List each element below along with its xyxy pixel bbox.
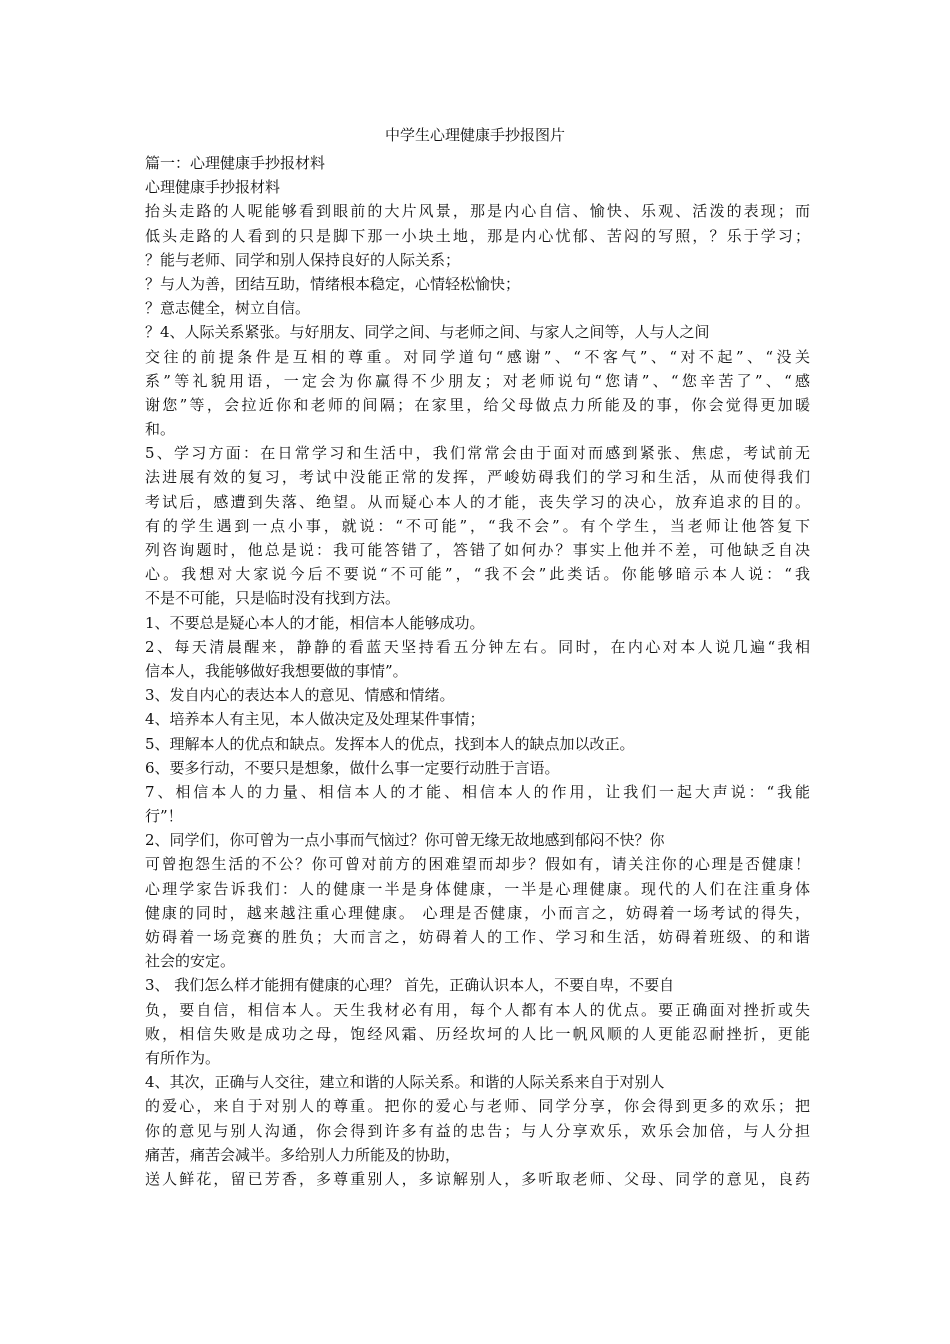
text-line: 可曾抱怨生活的不公？你可曾对前方的困难望而却步？假如有，请关注你的心理是否健康！ <box>145 855 810 874</box>
text-line: 妨碍着一场竞赛的胜负；大而言之，妨碍着人的工作、学习和生活，妨碍着班级、的和谐 <box>145 928 810 946</box>
text-line: 2、每天清晨醒来，静静的看蓝天坚持看五分钟左右。同时，在内心对本人说几遍“我相 <box>145 637 810 656</box>
text-line: 法进展有效的复习，考试中没能正常的发挥，严峻妨碍我们的学习和生活，从而使得我们 <box>145 468 810 487</box>
text-line: 心。我想对大家说今后不要说“不可能”，“我不会”此类话。你能够暗示本人说：“我 <box>145 565 810 584</box>
text-line: 4、其次，正确与人交往，建立和谐的人际关系。和谐的人际关系来自于对别人 <box>145 1073 665 1092</box>
text-line: 3、 我们怎么样才能拥有健康的心理？ 首先，正确认识本人，不要自卑，不要自 <box>145 976 675 995</box>
text-line: 7、相信本人的力量、相信本人的才能、相信本人的作用，让我们一起大声说：“我能 <box>145 782 810 801</box>
text-line: 痛苦，痛苦会减半。多给别人力所能及的协助， <box>145 1145 461 1164</box>
text-line: ？意志健全，树立自信。 <box>145 299 311 318</box>
text-line: 的爱心，来自于对别人的尊重。把你的爱心与老师、同学分享，你会得到更多的欢乐；把 <box>145 1097 810 1116</box>
text-line: 6、要多行动，不要只是想象，做什么事一定要行动胜于言语。 <box>145 758 560 777</box>
text-line: 2、同学们，你可曾为一点小事而气恼过？你可曾无缘无故地感到郁闷不快？你 <box>145 831 665 850</box>
text-line: 交往的前提条件是互相的尊重。对同学道句“感谢”、“不客气”、“对不起”、“没关 <box>145 347 810 366</box>
text-line: 谢您”等，会拉近你和老师的间隔；在家里，给父母做点力所能及的事，你会觉得更加暖 <box>145 395 810 414</box>
text-line: 你的意见与别人沟通，你会得到许多有益的忠告；与人分享欢乐，欢乐会加倍，与人分担 <box>145 1121 810 1140</box>
text-line: 4、培养本人有主见，本人做决定及处理某件事情； <box>145 710 485 729</box>
text-line: 心理健康手抄报材料 <box>145 178 281 197</box>
text-line: 心理学家告诉我们：人的健康一半是身体健康，一半是心理健康。现代的人们在注重身体 <box>145 879 810 898</box>
text-line: ？4、人际关系紧张。与好朋友、同学之间、与老师之间、与家人之间等，人与人之间 <box>145 323 710 342</box>
text-line: 败，相信失败是成功之母，饱经风霜、历经坎坷的人比一帆风顺的人更能忍耐挫折，更能 <box>145 1024 810 1043</box>
text-line: 送人鲜花，留已芳香，多尊重别人，多谅解别人，多听取老师、父母、同学的意见，良药 <box>145 1169 810 1188</box>
text-line: 篇一：心理健康手抄报材料 <box>145 154 326 172</box>
text-line: 1、不要总是疑心本人的才能，相信本人能够成功。 <box>145 613 485 632</box>
text-line: 有所作为。 <box>145 1048 221 1067</box>
text-line: 5、理解本人的优点和缺点。发挥本人的优点，找到本人的缺点加以改正。 <box>145 734 635 753</box>
text-line: 健康的同时，越来越注重心理健康。 心理是否健康，小而言之，妨碍着一场考试的得失， <box>145 903 810 922</box>
text-line: ？与人为善，团结互助，情绪根本稳定，心情轻松愉快； <box>145 274 521 293</box>
text-line: ？能与老师、同学和别人保持良好的人际关系； <box>145 250 461 269</box>
text-line: 3、发自内心的表达本人的意见、情感和情绪。 <box>145 686 455 705</box>
text-line: 负，要自信，相信本人。天生我材必有用，每个人都有本人的优点。要正确面对挫折或失 <box>145 1000 810 1019</box>
text-line: 5、学习方面：在日常学习和生活中，我们常常会由于面对而感到紧张、焦虑，考试前无 <box>145 444 810 463</box>
text-line: 社会的安定。 <box>145 952 236 971</box>
text-line: 列咨询题时，他总是说：我可能答错了，答错了如何办？事实上他并不差，可他缺乏自决 <box>145 541 810 559</box>
text-line: 不是不可能，只是临时没有找到方法。 <box>145 589 401 608</box>
text-line: 系”等礼貌用语，一定会为你赢得不少朋友；对老师说句“您请”、“您辛苦了”、“感 <box>145 371 810 390</box>
document-title: 中学生心理健康手抄报图片 <box>384 126 565 144</box>
text-line: 考试后，感遭到失落、绝望。从而疑心本人的才能，丧失学习的决心，放弃追求的目的。 <box>145 492 810 511</box>
text-line: 抬头走路的人呢能够看到眼前的大片风景，那是内心自信、愉快、乐观、活泼的表现；而 <box>145 202 810 221</box>
text-line: 和。 <box>145 420 176 439</box>
text-line: 信本人，我能够做好我想要做的事情”。 <box>145 661 408 680</box>
document-body <box>145 151 810 1191</box>
text-line: 有的学生遇到一点小事，就说：“不可能”，“我不会”。有个学生，当老师让他答复下 <box>145 516 810 535</box>
text-line: 行”！ <box>145 807 183 826</box>
text-line: 低头走路的人看到的只是脚下那一小块土地，那是内心忧郁、苦闷的写照，？乐于学习； <box>145 226 810 245</box>
